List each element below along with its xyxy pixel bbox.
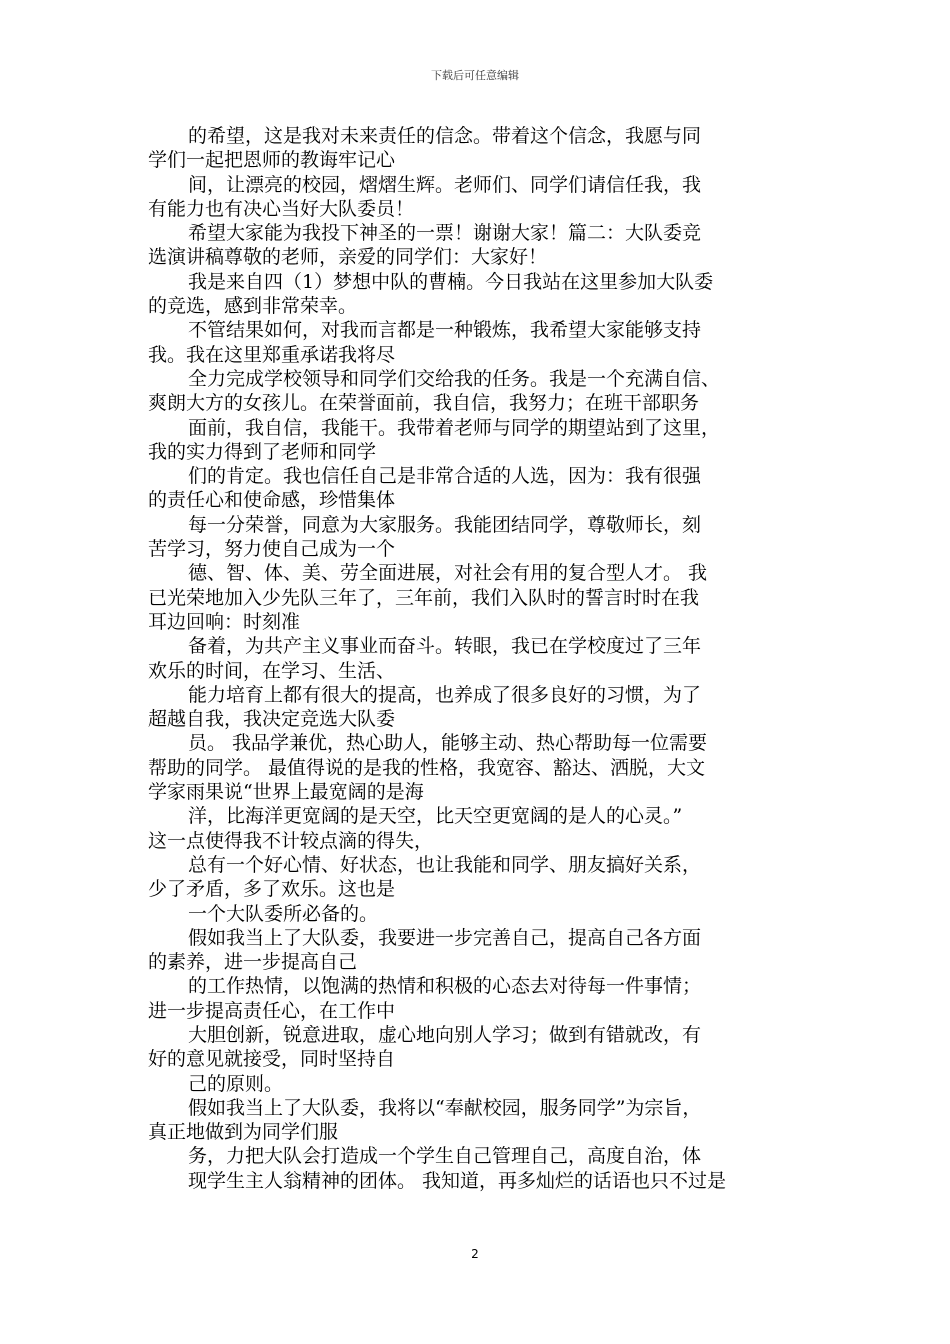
text-line: 全力完成学校领导和同学们交给我的任务。我是一个充满自信、 [188, 367, 721, 390]
text-line: 的希望，这是我对未来责任的信念。带着这个信念，我愿与同 [188, 125, 702, 147]
text-line: 能力培育上都有很大的提高，也养成了很多良好的习惯，为了 [188, 683, 702, 706]
text-line: 的责任心和使命感，珍惜集体 [148, 489, 396, 512]
text-line: 学家雨果说“世界上最宽阔的是海 [148, 781, 424, 804]
document-body [148, 124, 808, 1193]
text-line: 少了矛盾，多了欢乐。这也是 [148, 878, 396, 901]
text-line: 面前，我自信，我能干。我带着老师与同学的期望站到了这里， [188, 416, 721, 439]
text-line: 学们一起把恩师的教诲牢记心 [148, 149, 396, 172]
text-line: 假如我当上了大队委，我要进一步完善自己，提高自己各方面 [188, 926, 702, 949]
text-line: 苦学习，努力使自己成为一个 [148, 538, 396, 561]
text-line: 假如我当上了大队委，我将以“奉献校园，服务同学”为宗旨， [188, 1096, 702, 1119]
text-line: 我的实力得到了老师和同学 [148, 440, 377, 463]
text-line: 间，让漂亮的校园，熠熠生辉。老师们、同学们请信任我，我 [188, 173, 702, 196]
text-line: 总有一个好心情、好状态，也让我能和同学、朋友搞好关系， [188, 853, 702, 876]
text-line: 我。我在这里郑重承诺我将尽 [148, 343, 396, 366]
text-line: 有能力也有决心当好大队委员！ [148, 197, 415, 220]
text-line: 已光荣地加入少先队三年了，三年前，我们入队时的誓言时时在我 [148, 586, 700, 609]
text-line: 欢乐的时间，在学习、生活、 [148, 659, 396, 682]
text-line: 帮助的同学。 最值得说的是我的性格，我宽容、豁达、洒脱，大文 [148, 756, 706, 779]
text-line: 爽朗大方的女孩儿。在荣誉面前，我自信，我努力；在班干部职务 [148, 392, 700, 415]
text-line: 洋，比海洋更宽阔的是天空，比天空更宽阔的是人的心灵。” [188, 805, 683, 828]
text-line: 大胆创新，锐意进取，虚心地向别人学习；做到有错就改，有 [188, 1023, 702, 1046]
text-line: 的竞选，感到非常荣幸。 [148, 295, 358, 318]
text-line: 德、智、体、美、劳全面进展，对社会有用的复合型人才。 我 [188, 562, 708, 585]
page-number: 2 [471, 1247, 479, 1261]
text-line: 的工作热情，以饱满的热情和积极的心态去对待每一件事情； [188, 975, 702, 998]
text-line: 备着，为共产主义事业而奋斗。转眼，我已在学校度过了三年 [188, 635, 702, 658]
text-line: 员。 我品学兼优，热心助人，能够主动、热心帮助每一位需要 [188, 732, 708, 755]
text-line: 超越自我，我决定竞选大队委 [148, 708, 396, 731]
text-line: 每一分荣誉，同意为大家服务。我能团结同学，尊敬师长，刻 [188, 513, 702, 536]
text-line: 不管结果如何，对我而言都是一种锻炼，我希望大家能够支持 [188, 319, 702, 342]
text-line: 一个大队委所必备的。 [188, 902, 379, 925]
text-line: 们的肯定。我也信任自己是非常合适的人选，因为：我有很强 [188, 465, 702, 488]
text-line: 务，力把大队会打造成一个学生自己管理自己，高度自治，体 [188, 1145, 702, 1168]
text-line: 选演讲稿尊敬的老师，亲爱的同学们：大家好！ [148, 246, 548, 269]
text-line: 现学生主人翁精神的团体。 我知道，再多灿烂的话语也只不过是 [188, 1169, 727, 1192]
text-line: 进一步提高责任心，在工作中 [148, 999, 396, 1022]
text-line: 己的原则。 [188, 1072, 284, 1095]
page-header: 下载后可任意编辑 [431, 69, 519, 82]
text-line: 耳边回响：时刻准 [148, 610, 301, 633]
text-line: 这一点使得我不计较点滴的得失， [148, 829, 434, 852]
text-line: 希望大家能为我投下神圣的一票！谢谢大家！篇二：大队委竞 [188, 222, 702, 245]
text-line: 好的意见就接受，同时坚持自 [148, 1048, 396, 1071]
text-line: 的素养，进一步提高自己 [148, 951, 358, 974]
text-line: 真正地做到为同学们服 [148, 1121, 339, 1144]
text-line: 我是来自四（1）梦想中队的曹楠。今日我站在这里参加大队委 [188, 270, 714, 293]
